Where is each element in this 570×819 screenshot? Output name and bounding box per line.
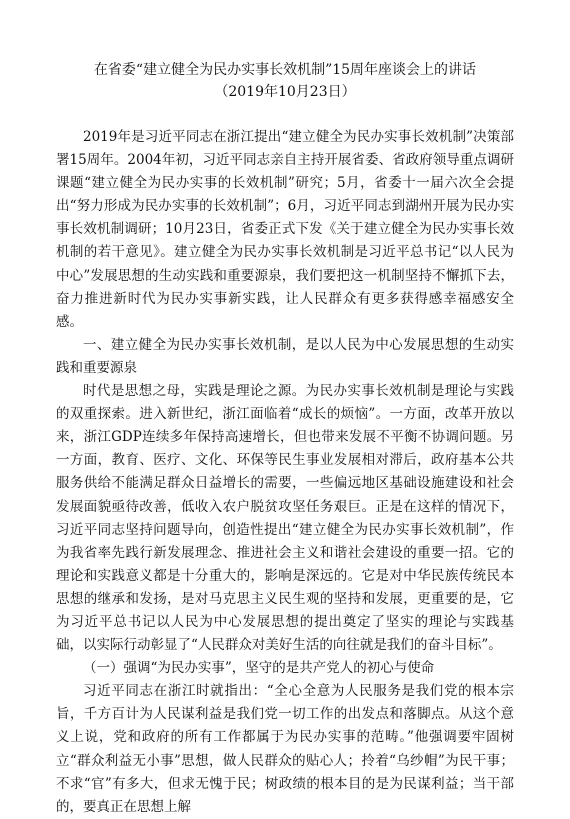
document-title: 在省委“建立健全为民办实事长效机制”15周年座谈会上的讲话 xyxy=(93,62,477,78)
paragraph-section-1: 时代是思想之母，实践是理论之源。为民办实事长效机制是理论与实践的双重探索。进入新世纪，浙江面临着“成长的烦恼”。一方面，改革开放以来，浙江GDP连续多年保持高速增长，但也带来发展不平衡不协调问题。另一方面，教育、医疗、文化、环保等民生事业发展相对滞后，政府基本公共服务供给不能满足群众日益增长的需要，一些偏远地区基础设施建设和社会发展面貌亟待改善，低收入农户脱贫攻坚任务艰巨。正是在这样的情况下，习近平同志坚持问题导向，创造性提出“建立健全为民办实事长效机制”，作为我省率先践行新发展理念、推进社会主义和谐社会建设的重要一招。它的理论和实践意义都是十分重大的，影响是深远的。它是对中华民族传统民本思想的继承和发扬，是对马克思主义民生观的坚持和发展，更重要的是，它为习近平总书记以人民为中心发展思想的提出奠定了坚实的理论与实践基础，以实际行动彰显了“人民群众对美好生活的向往就是我们的奋斗目标”。 xyxy=(56,383,514,654)
paragraph-subsection-1: 习近平同志在浙江时就指出：“全心全意为人民服务是我们党的根本宗旨，千方百计为人民谋利益是我们党一切工作的出发点和落脚点。从这个意义上说，党和政府的所有工作都属于为民办实事的范畴。”他强调要牢固树立“群众利益无小事”思想，做人民群众的贴心人；拎着“乌纱帽”为民干事；不求“官”有多大，但求无愧于民；树政绩的根本目的是为民谋利益；当干部的，要真正在思想上解 xyxy=(56,683,514,815)
document-date: （2019年10月23日） xyxy=(214,84,356,100)
section-heading-1: 一、建立健全为民办实事长效机制，是以人民为中心发展思想的生动实践和重要源泉 xyxy=(56,336,514,376)
paragraph-intro: 2019年是习近平同志在浙江提出“建立健全为民办实事长效机制”决策部署15周年。2004年初，习近平同志亲自主持开展省委、省政府领导重点调研课题“建立健全为民办实事的长效机制”研究；5月，省委十一届六次全会提出“努力形成为民办实事的长效机制”；6月，习近平同志到湖州开展为民办实事长效机制调研；10月23日，省委正式下发《关于建立健全为民办实事长效机制的若干意见》。建立健全为民办实事长效机制是习近平总书记“以人民为中心”发展思想的生动实践和重要源泉，我们要把这一机制坚持不懈抓下去，奋力推进新时代为民办实事新实践，让人民群众有更多获得感幸福感安全感。 xyxy=(56,129,514,330)
document-body xyxy=(56,126,514,819)
subsection-heading-1: （一）强调“为民办实事”，坚守的是共产党人的初心与使命 xyxy=(83,660,435,677)
